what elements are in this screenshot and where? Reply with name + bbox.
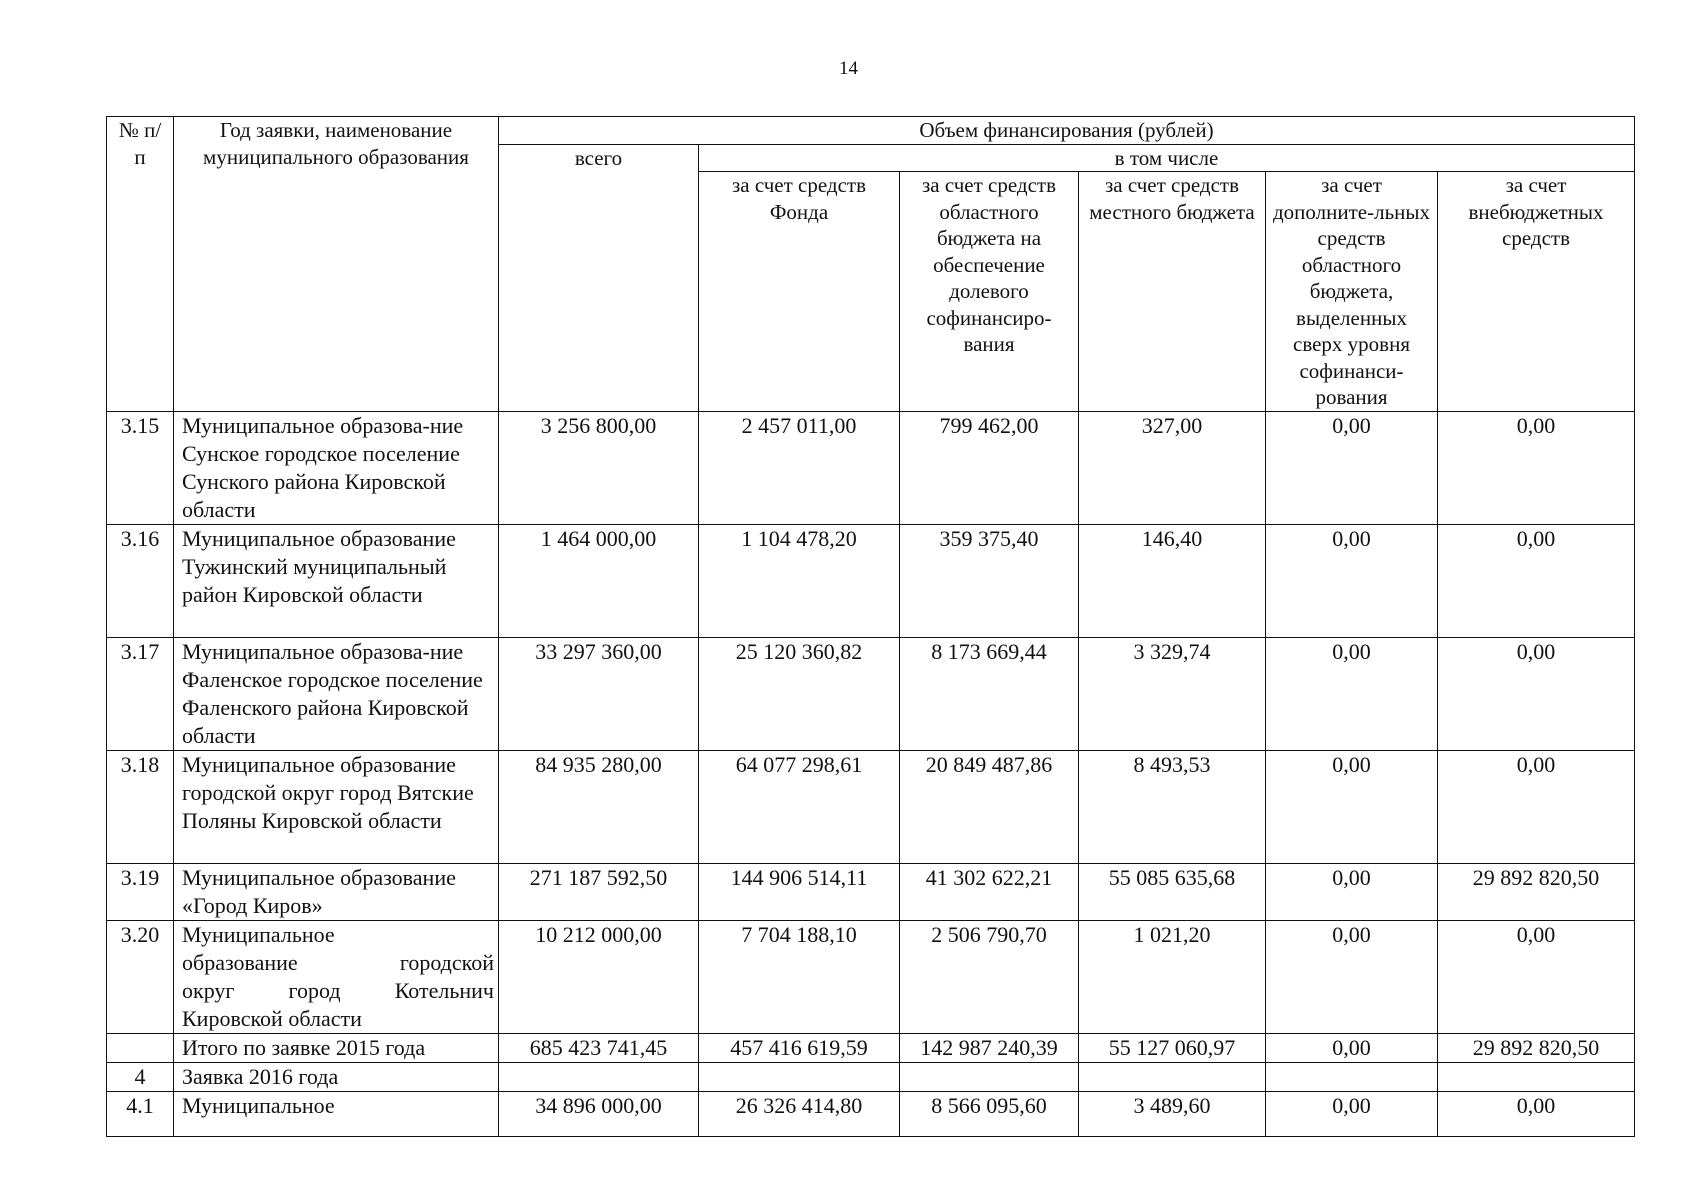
cell-total: 685 423 741,45 xyxy=(499,1034,699,1063)
cell-additional: 0,00 xyxy=(1266,921,1438,1034)
cell-regional: 142 987 240,39 xyxy=(900,1034,1079,1063)
cell-local: 3 329,74 xyxy=(1079,638,1266,751)
row-name: Муниципальное образова-ние Фаленское городское поселение Фаленского района Кировской области xyxy=(174,638,499,751)
cell-additional xyxy=(1266,1063,1438,1092)
cell-fund: 25 120 360,82 xyxy=(699,638,900,751)
row-number: 4 xyxy=(107,1063,174,1092)
cell-total: 10 212 000,00 xyxy=(499,921,699,1034)
header-extrabudget: за счет внебюджетных средств xyxy=(1438,172,1635,412)
cell-extrabudget: 0,00 xyxy=(1438,751,1635,864)
cell-additional: 0,00 xyxy=(1266,1092,1438,1137)
cell-additional: 0,00 xyxy=(1266,525,1438,638)
table-row xyxy=(107,412,1635,525)
cell-local: 3 489,60 xyxy=(1079,1092,1266,1137)
row-name-line xyxy=(182,949,494,977)
row-name-line: Муниципальное xyxy=(182,922,335,947)
section-row xyxy=(107,1063,1635,1092)
row-number: 4.1 xyxy=(107,1092,174,1137)
row-name: Муниципальное образование Тужинский муниципальный район Кировской области xyxy=(174,525,499,638)
row-number xyxy=(107,1034,174,1063)
row-number: 3.20 xyxy=(107,921,174,1034)
cell-total: 1 464 000,00 xyxy=(499,525,699,638)
cell-additional: 0,00 xyxy=(1266,1034,1438,1063)
cell-local: 8 493,53 xyxy=(1079,751,1266,864)
row-name: Заявка 2016 года xyxy=(174,1063,499,1092)
total-row xyxy=(107,1034,1635,1063)
cell-extrabudget: 0,00 xyxy=(1438,1092,1635,1137)
header-volume: Объем финансирования (рублей) xyxy=(499,117,1635,145)
cell-regional: 2 506 790,70 xyxy=(900,921,1079,1034)
cell-additional: 0,00 xyxy=(1266,412,1438,525)
cell-regional: 799 462,00 xyxy=(900,412,1079,525)
table-row xyxy=(107,751,1635,864)
table-row xyxy=(107,525,1635,638)
cell-local: 327,00 xyxy=(1079,412,1266,525)
row-name xyxy=(174,921,499,1034)
cell-total xyxy=(499,1063,699,1092)
cell-total: 33 297 360,00 xyxy=(499,638,699,751)
row-number: 3.19 xyxy=(107,864,174,921)
cell-additional: 0,00 xyxy=(1266,864,1438,921)
cell-extrabudget: 0,00 xyxy=(1438,921,1635,1034)
cell-local: 55 085 635,68 xyxy=(1079,864,1266,921)
cell-regional xyxy=(900,1063,1079,1092)
cell-additional: 0,00 xyxy=(1266,751,1438,864)
table-row xyxy=(107,921,1635,1034)
header-total: всего xyxy=(499,144,699,412)
row-number: 3.18 xyxy=(107,751,174,864)
cell-extrabudget: 0,00 xyxy=(1438,638,1635,751)
cell-extrabudget: 0,00 xyxy=(1438,412,1635,525)
cell-extrabudget: 0,00 xyxy=(1438,525,1635,638)
row-name-word: округ xyxy=(182,978,235,1003)
cell-total: 84 935 280,00 xyxy=(499,751,699,864)
page-number: 14 xyxy=(839,58,858,79)
row-name-word: город xyxy=(288,978,341,1003)
cell-total: 3 256 800,00 xyxy=(499,412,699,525)
cell-total: 271 187 592,50 xyxy=(499,864,699,921)
cell-fund: 144 906 514,11 xyxy=(699,864,900,921)
row-name-word: городской xyxy=(399,950,494,975)
header-local: за счет средств местного бюджета xyxy=(1079,172,1266,412)
row-number: 3.15 xyxy=(107,412,174,525)
cell-total: 34 896 000,00 xyxy=(499,1092,699,1137)
row-name-line xyxy=(182,977,494,1005)
cell-fund: 7 704 188,10 xyxy=(699,921,900,1034)
row-name: Муниципальное образование городской округ город Вятские Поляны Кировской области xyxy=(174,751,499,864)
cell-fund: 1 104 478,20 xyxy=(699,525,900,638)
cell-regional: 8 566 095,60 xyxy=(900,1092,1079,1137)
table-row xyxy=(107,1092,1635,1137)
header-number: № п/п xyxy=(107,117,174,412)
financing-table xyxy=(106,116,1635,1137)
cell-fund: 457 416 619,59 xyxy=(699,1034,900,1063)
row-name: Муниципальное образова-ние Сунское городское поселение Сунского района Кировской области xyxy=(174,412,499,525)
cell-fund: 2 457 011,00 xyxy=(699,412,900,525)
row-name-line: Кировской области xyxy=(182,1006,362,1031)
table-row xyxy=(107,864,1635,921)
cell-local xyxy=(1079,1063,1266,1092)
cell-regional: 8 173 669,44 xyxy=(900,638,1079,751)
header-including: в том числе xyxy=(699,144,1635,172)
cell-fund: 64 077 298,61 xyxy=(699,751,900,864)
header-name: Год заявки, наименование муниципального образования xyxy=(174,117,499,412)
row-name-word: Котельнич xyxy=(394,978,494,1003)
row-name: Муниципальное образование «Город Киров» xyxy=(174,864,499,921)
cell-local: 1 021,20 xyxy=(1079,921,1266,1034)
row-number: 3.16 xyxy=(107,525,174,638)
header-additional: за счет дополните-льных средств областного бюджета, выделенных сверх уровня софинанси-рования xyxy=(1266,172,1438,412)
cell-regional: 41 302 622,21 xyxy=(900,864,1079,921)
cell-additional: 0,00 xyxy=(1266,638,1438,751)
row-number: 3.17 xyxy=(107,638,174,751)
cell-fund xyxy=(699,1063,900,1092)
row-name: Итого по заявке 2015 года xyxy=(174,1034,499,1063)
table-row xyxy=(107,638,1635,751)
cell-extrabudget: 29 892 820,50 xyxy=(1438,1034,1635,1063)
cell-regional: 359 375,40 xyxy=(900,525,1079,638)
header-regional: за счет средств областного бюджета на обеспечение долевого софинансиро-вания xyxy=(900,172,1079,412)
cell-extrabudget xyxy=(1438,1063,1635,1092)
row-name: Муниципальное xyxy=(174,1092,499,1137)
header-fund: за счет средств Фонда xyxy=(699,172,900,412)
row-name-word: образование xyxy=(182,950,298,975)
cell-regional: 20 849 487,86 xyxy=(900,751,1079,864)
cell-local: 55 127 060,97 xyxy=(1079,1034,1266,1063)
cell-extrabudget: 29 892 820,50 xyxy=(1438,864,1635,921)
cell-fund: 26 326 414,80 xyxy=(699,1092,900,1137)
cell-local: 146,40 xyxy=(1079,525,1266,638)
